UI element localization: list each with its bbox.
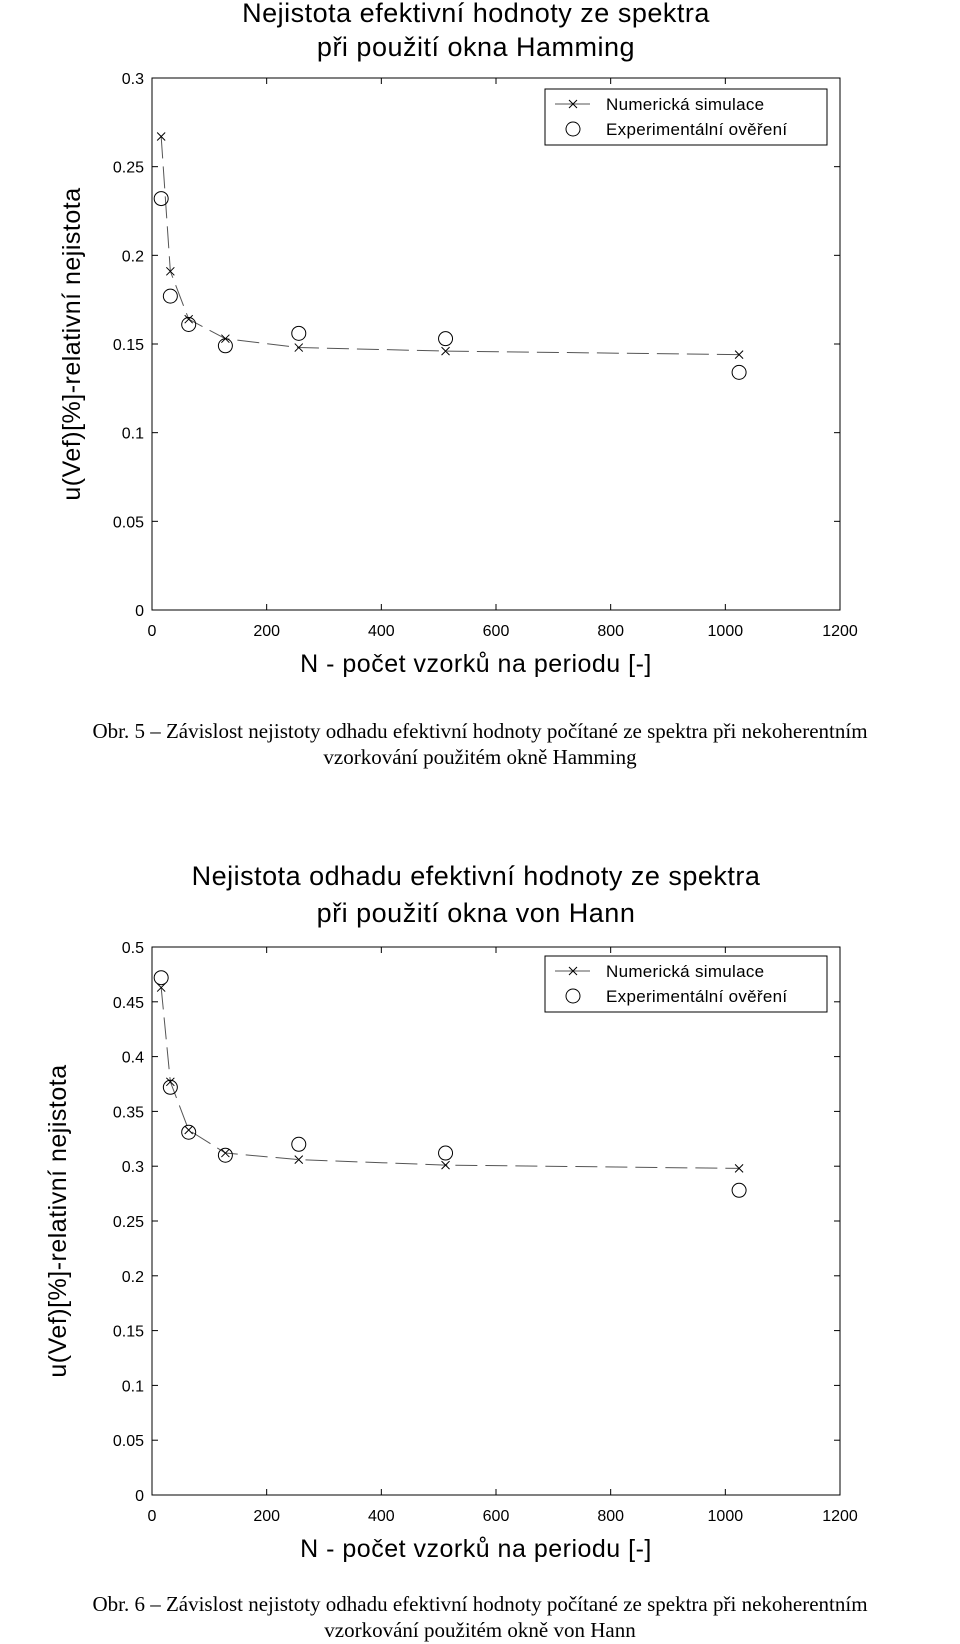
- data-point-circle-marker: [732, 1183, 746, 1197]
- x-tick-label: 1200: [822, 623, 858, 640]
- x-tick-label: 1200: [822, 1508, 858, 1525]
- chart-title-line-2: při použití okna von Hann: [316, 898, 636, 928]
- x-axis-label: N - počet vzorků na periodu [-]: [300, 650, 652, 678]
- caption-von-hann-line2: vzorkování použitém okně von Hann: [324, 1618, 636, 1642]
- plot-area-frame: [152, 78, 840, 610]
- x-tick-label: 800: [597, 623, 625, 640]
- x-tick-label: 400: [367, 1508, 395, 1525]
- y-tick-label: 0.3: [121, 71, 144, 88]
- chart-title-line-2: při použití okna Hamming: [316, 32, 636, 62]
- data-point-circle-marker: [439, 1146, 453, 1160]
- data-point-circle-marker: [292, 1137, 306, 1151]
- chart-von-hann: [0, 845, 960, 1605]
- caption-hamming: [0, 718, 960, 770]
- series-numerical-simulation: [157, 133, 743, 359]
- y-tick-label: 0.2: [121, 1268, 144, 1286]
- y-tick-label: 0.15: [112, 1323, 144, 1341]
- y-tick-label: 0: [135, 1488, 144, 1505]
- legend: [545, 89, 827, 145]
- chart-group: [58, 0, 858, 678]
- legend-label: Experimentální ověření: [606, 120, 788, 139]
- y-tick-label: 0.5: [121, 940, 144, 957]
- y-tick-label: 0: [135, 603, 144, 620]
- x-axis-label: N - počet vzorků na periodu [-]: [300, 1535, 652, 1563]
- x-tick-label: 200: [253, 1508, 281, 1525]
- y-tick-label: 0.15: [112, 337, 144, 354]
- x-tick-label: 1000: [707, 623, 744, 640]
- data-point-circle-marker: [154, 192, 168, 206]
- x-tick-label: 0: [147, 1508, 157, 1525]
- data-point-circle-marker: [292, 326, 306, 340]
- data-point-circle-marker: [218, 1148, 232, 1162]
- legend-label: Numerická simulace: [606, 95, 765, 114]
- y-tick-label: 0.4: [121, 1049, 144, 1067]
- data-point-circle-marker: [154, 971, 168, 985]
- data-point-circle-marker: [182, 1125, 196, 1139]
- y-tick-label: 0.05: [112, 514, 144, 532]
- x-tick-label: 0: [147, 623, 157, 640]
- x-tick-label: 600: [482, 623, 510, 640]
- legend-label: Numerická simulace: [606, 962, 765, 981]
- y-tick-label: 0.1: [121, 425, 144, 443]
- y-tick-label: 0.05: [112, 1433, 144, 1451]
- caption-von-hann: [0, 1591, 960, 1643]
- series-line: [161, 988, 739, 1169]
- chart-hamming: [0, 0, 960, 690]
- y-tick-label: 0.2: [121, 248, 144, 266]
- x-tick-label: 600: [482, 1508, 510, 1525]
- legend-label: Experimentální ověření: [606, 987, 788, 1006]
- y-tick-label: 0.25: [112, 159, 144, 177]
- y-tick-label: 0.3: [121, 1159, 144, 1177]
- caption-von-hann-line1: Obr. 6 – Závislost nejistoty odhadu efektivní hodnoty počítané ze spektra při nekoherentním: [92, 1592, 868, 1616]
- plot-area-frame: [152, 947, 840, 1495]
- x-tick-label: 1000: [707, 1508, 744, 1525]
- y-axis-label: u(Vef)[%]-relativní nejistota: [44, 1064, 72, 1378]
- chart-group: [44, 861, 858, 1563]
- data-point-circle-marker: [218, 339, 232, 353]
- chart-title-line-1: Nejistota odhadu efektivní hodnoty ze spektra: [191, 861, 761, 891]
- chart-title-line-1: Nejistota efektivní hodnoty ze spektra: [242, 0, 710, 28]
- series-line: [161, 137, 739, 355]
- x-tick-label: 400: [367, 623, 395, 640]
- y-tick-label: 0.25: [112, 1214, 144, 1231]
- data-point-x-marker: [185, 315, 193, 323]
- legend: [545, 956, 827, 1012]
- caption-hamming-line1: Obr. 5 – Závislost nejistoty odhadu efektivní hodnoty počítané ze spektra při nekoherentním: [92, 719, 868, 743]
- x-tick-label: 200: [253, 623, 281, 640]
- y-tick-label: 0.1: [121, 1378, 144, 1396]
- y-tick-label: 0.45: [112, 994, 144, 1012]
- x-tick-label: 800: [597, 1508, 625, 1525]
- data-point-circle-marker: [732, 365, 746, 379]
- data-point-circle-marker: [163, 289, 177, 303]
- y-axis-label: u(Vef)[%]-relativní nejistota: [58, 187, 86, 501]
- caption-hamming-line2: vzorkování použitém okně Hamming: [323, 745, 637, 769]
- y-tick-label: 0.35: [112, 1104, 144, 1122]
- data-point-circle-marker: [439, 332, 453, 346]
- data-point-x-marker: [185, 1126, 193, 1134]
